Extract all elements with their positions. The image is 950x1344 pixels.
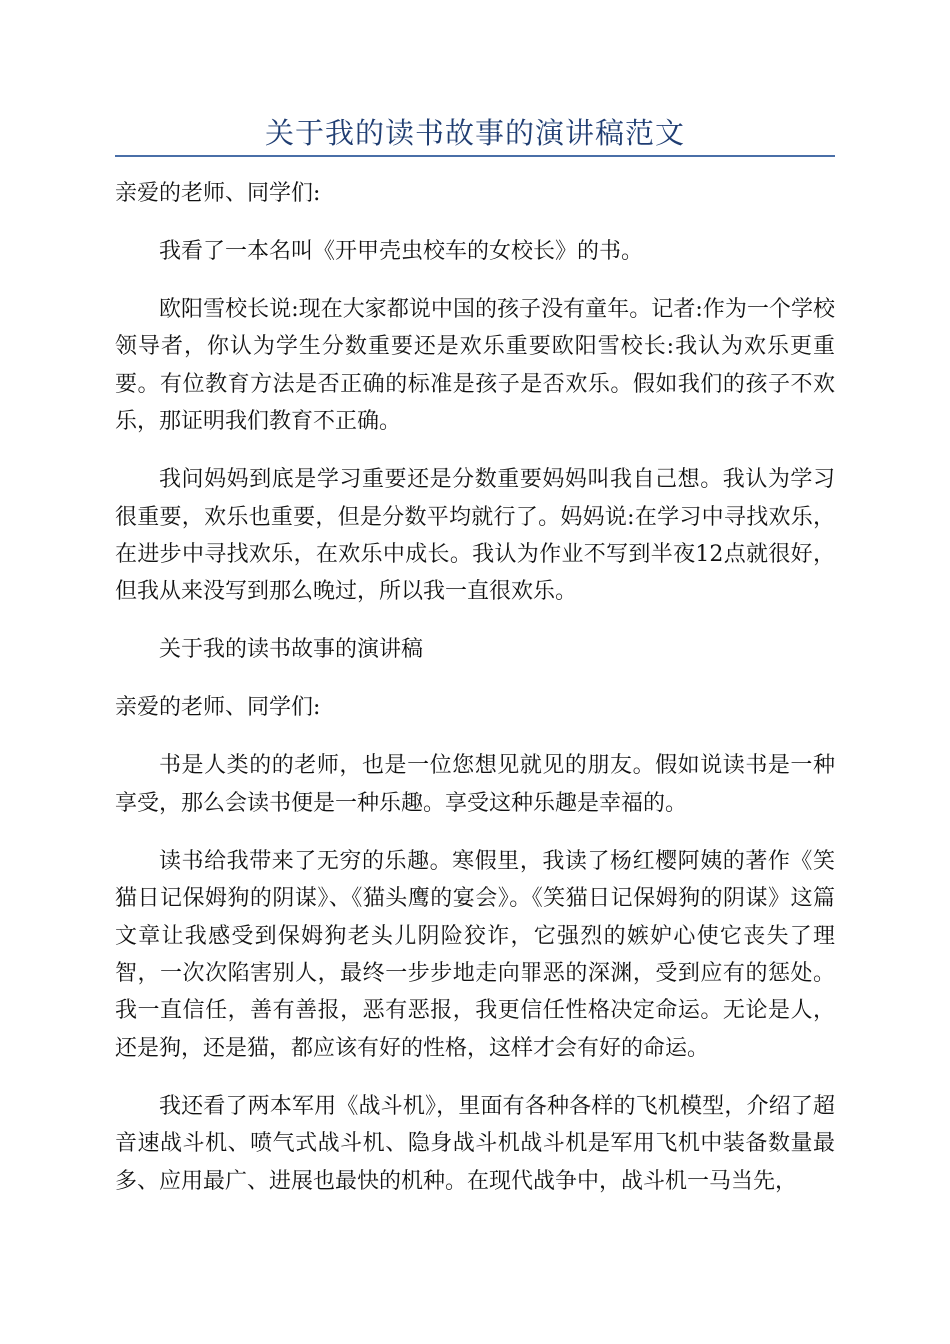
document-title: 关于我的读书故事的演讲稿范文: [264, 116, 685, 150]
salutation: 亲爱的老师、同学们:: [115, 181, 321, 206]
paragraph: 欧阳雪校长说:现在大家都说中国的孩子没有童年。记者:作为一个学校领导者，你认为学生分数重要还是欢乐重要欧阳雪校长:我认为欢乐更重要。有位教育方法是否正确的标准是孩子是否欢乐。假如我们的孩子不欢乐，那证明我们教育不正确。: [115, 297, 835, 435]
paragraph: 我看了一本名叫《开甲壳虫校车的女校长》的书。: [159, 239, 644, 264]
salutation: 亲爱的老师、同学们:: [115, 695, 321, 721]
document-body: [115, 175, 835, 1221]
section-heading: 关于我的读书故事的演讲稿: [159, 637, 424, 663]
paragraph: 我还看了两本军用《战斗机》，里面有各种各样的飞机模型，介绍了超音速战斗机、喷气式战斗机、隐身战斗机战斗机是军用飞机中装备数量最多、应用最广、进展也最快的机种。在现代战争中，战斗机一马当先，: [115, 1093, 835, 1194]
paragraph: 读书给我带来了无穷的乐趣。寒假里，我读了杨红樱阿姨的著作《笑猫日记保姆狗的阴谋》、《猫头鹰的宴会》。《笑猫日记保姆狗的阴谋》这篇文章让我感受到保姆狗老头儿阴险狡诈，它强烈的嫉妒心使它丧失了理智，一次次陷害别人，最终一步步地走向罪恶的深渊，受到应有的惩处。我一直信任，善有善报，恶有恶报，我更信任性格决定命运。无论是人，还是狗，还是猫，都应该有好的性格，这样才会有好的命运。: [115, 848, 835, 1061]
title-underline: [115, 155, 835, 157]
paragraph: 我问妈妈到底是学习重要还是分数重要妈妈叫我自己想。我认为学习很重要，欢乐也重要，但是分数平均就行了。妈妈说:在学习中寻找欢乐，在进步中寻找欢乐，在欢乐中成长。我认为作业不写到半夜12点就很好，但我从来没写到那么晚过，所以我一直很欢乐。: [115, 467, 835, 605]
paragraph: 书是人类的的老师，也是一位您想见就见的朋友。假如说读书是一种享受，那么会读书便是一种乐趣。享受这种乐趣是幸福的。: [115, 753, 835, 816]
